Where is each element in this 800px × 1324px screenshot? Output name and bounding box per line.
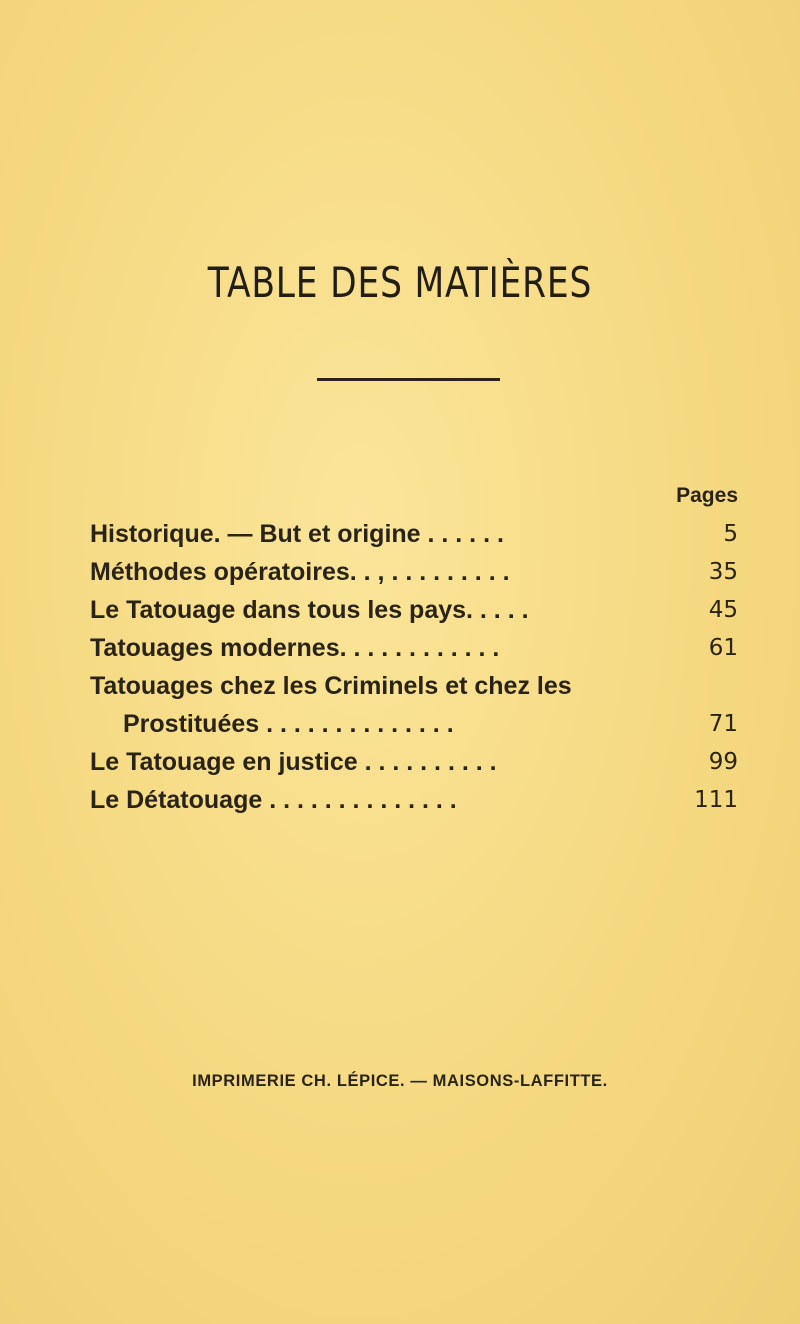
toc-entry <box>90 629 738 667</box>
toc-entry-page: 5 <box>723 521 738 547</box>
toc-entry-label: Le Tatouage en justice . . . . . . . . . . <box>90 748 497 776</box>
toc-entry-label: Tatouages modernes. . . . . . . . . . . . <box>90 634 500 662</box>
title-divider <box>317 378 500 381</box>
page-title: TABLE DES MATIÈRES <box>207 258 593 307</box>
toc-entry-label: Historique. — But et origine . . . . . . <box>90 520 504 548</box>
toc-entry-page: 99 <box>708 749 738 775</box>
toc-entry-label: Prostituées . . . . . . . . . . . . . . <box>123 710 454 738</box>
toc-entry <box>90 515 738 553</box>
toc-entry-page: 111 <box>694 787 738 813</box>
pages-column-header: Pages <box>676 484 738 507</box>
toc-entry-page: 45 <box>708 597 738 623</box>
toc-entry <box>90 743 738 781</box>
toc-entry <box>90 781 738 819</box>
toc-entry-page: 71 <box>708 711 738 737</box>
toc-entry-page: 61 <box>708 635 738 661</box>
printer-imprint: IMPRIMERIE CH. LÉPICE. — MAISONS-LAFFITTE. <box>192 1072 608 1090</box>
toc-entry <box>90 553 738 591</box>
toc-entry-label: Méthodes opératoires. . , . . . . . . . . . <box>90 558 510 586</box>
toc-entry <box>90 591 738 629</box>
table-of-contents <box>90 515 738 819</box>
toc-entry-label: Le Détatouage . . . . . . . . . . . . . . <box>90 786 457 814</box>
toc-entry <box>90 667 738 705</box>
toc-entry <box>90 705 738 743</box>
toc-entry-label: Le Tatouage dans tous les pays. . . . . <box>90 596 529 624</box>
toc-entry-page: 35 <box>708 559 738 585</box>
toc-entry-label: Tatouages chez les Criminels et chez les <box>90 672 572 700</box>
